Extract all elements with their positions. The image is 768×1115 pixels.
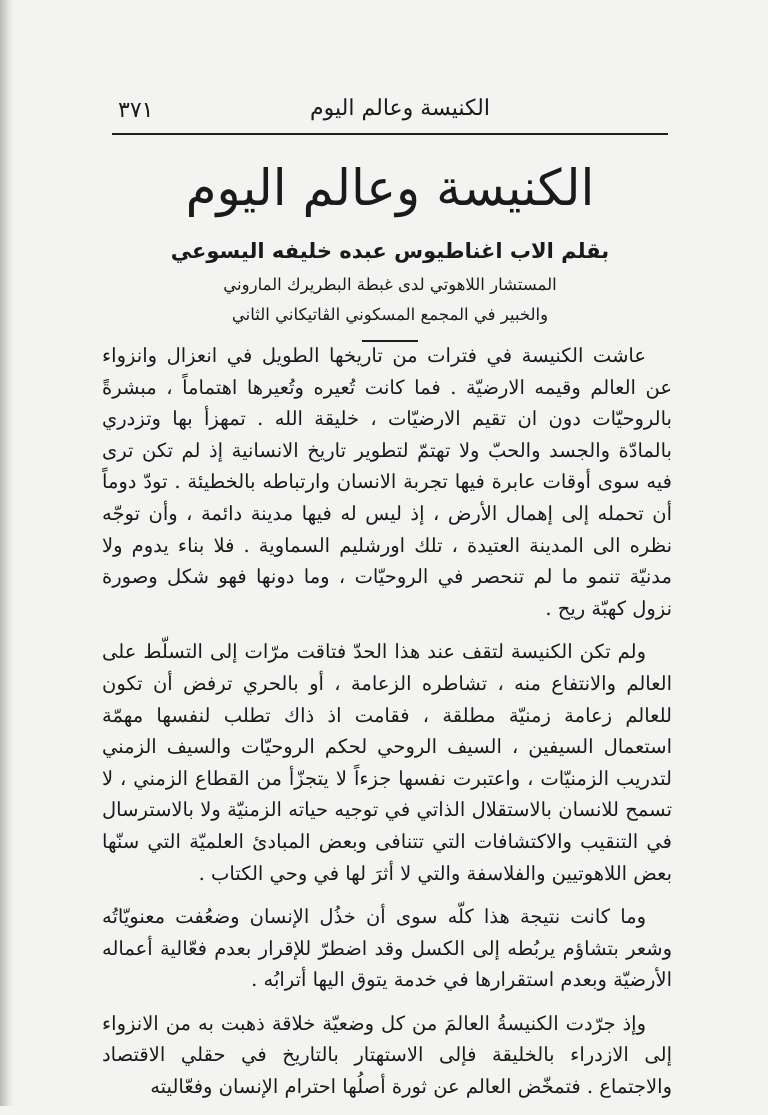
body-paragraph-4: وإذ جرّدت الكنيسةُ العالمَ من كل وضعيّة خلاقة ذهبت به من الانزواء إلى الازدراء بالخليقة فإلى الاستهتار بالتاريخ في حقلي الاقتصاد والاجتماع . فتمخّض العالم عن ثورة أصلُها احترام الإنسان وفعّاليته: [102, 1011, 672, 1099]
page-number: ٣٧١: [118, 98, 154, 123]
body-paragraph-1: عاشت الكنيسة في فترات من تاريخها الطويل في انعزال وانزواء عن العالم وقيمه الارضيّة . فما كانت تُعيره وتُعيرها اهتماماً ، مبشرةً بالروحيّات دون ان تقيم الارضيّات ، خليقة الله . تمهزأ بها وتزدري بالمادّة والجسد والحبّ ولا تهتمّ لتطوير تاريخ الانسانية إذ لم تكن ترى فيه سوى أوقات عابرة فيها تجربة الانسان وارتباطه بالخطيئة . تودّ دوماً أن تحمله إلى إهمال الأرض ، إذ ليس له فيها مدينة دائمة ، وأن توجّه نظره الى المدينة العتيدة ، تلك اورشليم السماوية . فلا بناء يدوم ولا مدنيّة تنمو ما لم تنحصر في الروحيّات ، وما دونها فهو شكل وصورة نزول كهبّة ريح .: [102, 344, 672, 620]
running-head: [0, 92, 768, 132]
body-paragraph-3: وما كانت نتيجة هذا كلّه سوى أن خذُل الإنسان وضعُفت معنويّاتُه وشعر بتشاؤم يربُطه إلى الكسل وقد اضطرّ للإقرار بعدم فعّالية أعماله الأرضيّة وبعدم استقرارها في خدمة يتوق اليها أترابُه .: [102, 905, 672, 992]
article-title: الكنيسة وعالم اليوم: [185, 159, 595, 217]
body-paragraph-2: ولم تكن الكنيسة لتقف عند هذا الحدّ فتاقت مرّات إلى التسلّط على العالم والانتفاع منه ، تشاطره الزعامة ، أو بالحري ترفض أن تكون للعالم زعامة زمنيّة مطلقة ، فقامت اذ ذاك تطلب لنفسها مهمّة استعمال السيفين ، السيف الروحي لحكم الروحيّات والسيف الزمني لتدريب الزمنيّات ، واعتبرت نفسها جزءاً لا يتجزّأ من القطاع الزمني ، لا تسمح للانسان بالاستقلال الذاتي في توجيه حياته الزمنيّة ولا بالاسترسال في التنقيب والاكتشافات التي تتنافى وبعض المبادئ العلميّة التي سنّها بعض اللاهوتيين والفلاسفة والتي لا أثرَ لها في وحي الكتاب .: [102, 640, 672, 885]
article-heading: [112, 150, 668, 342]
article-body: [102, 340, 672, 1115]
scan-edge-shadow: [0, 0, 14, 1106]
author-affiliation-line-1: المستشار اللاهوتي لدى غبطة البطريرك الماروني: [223, 275, 557, 294]
author-affiliation-line-2: والخبير في المجمع المسكوني الڤاتيكاني الثاني: [231, 305, 549, 324]
article-author: بقلم الاب اغناطيوس عبده خليفه اليسوعي: [170, 239, 610, 263]
running-head-title: الكنيسة وعالم اليوم: [310, 96, 490, 121]
header-rule: [112, 133, 668, 135]
